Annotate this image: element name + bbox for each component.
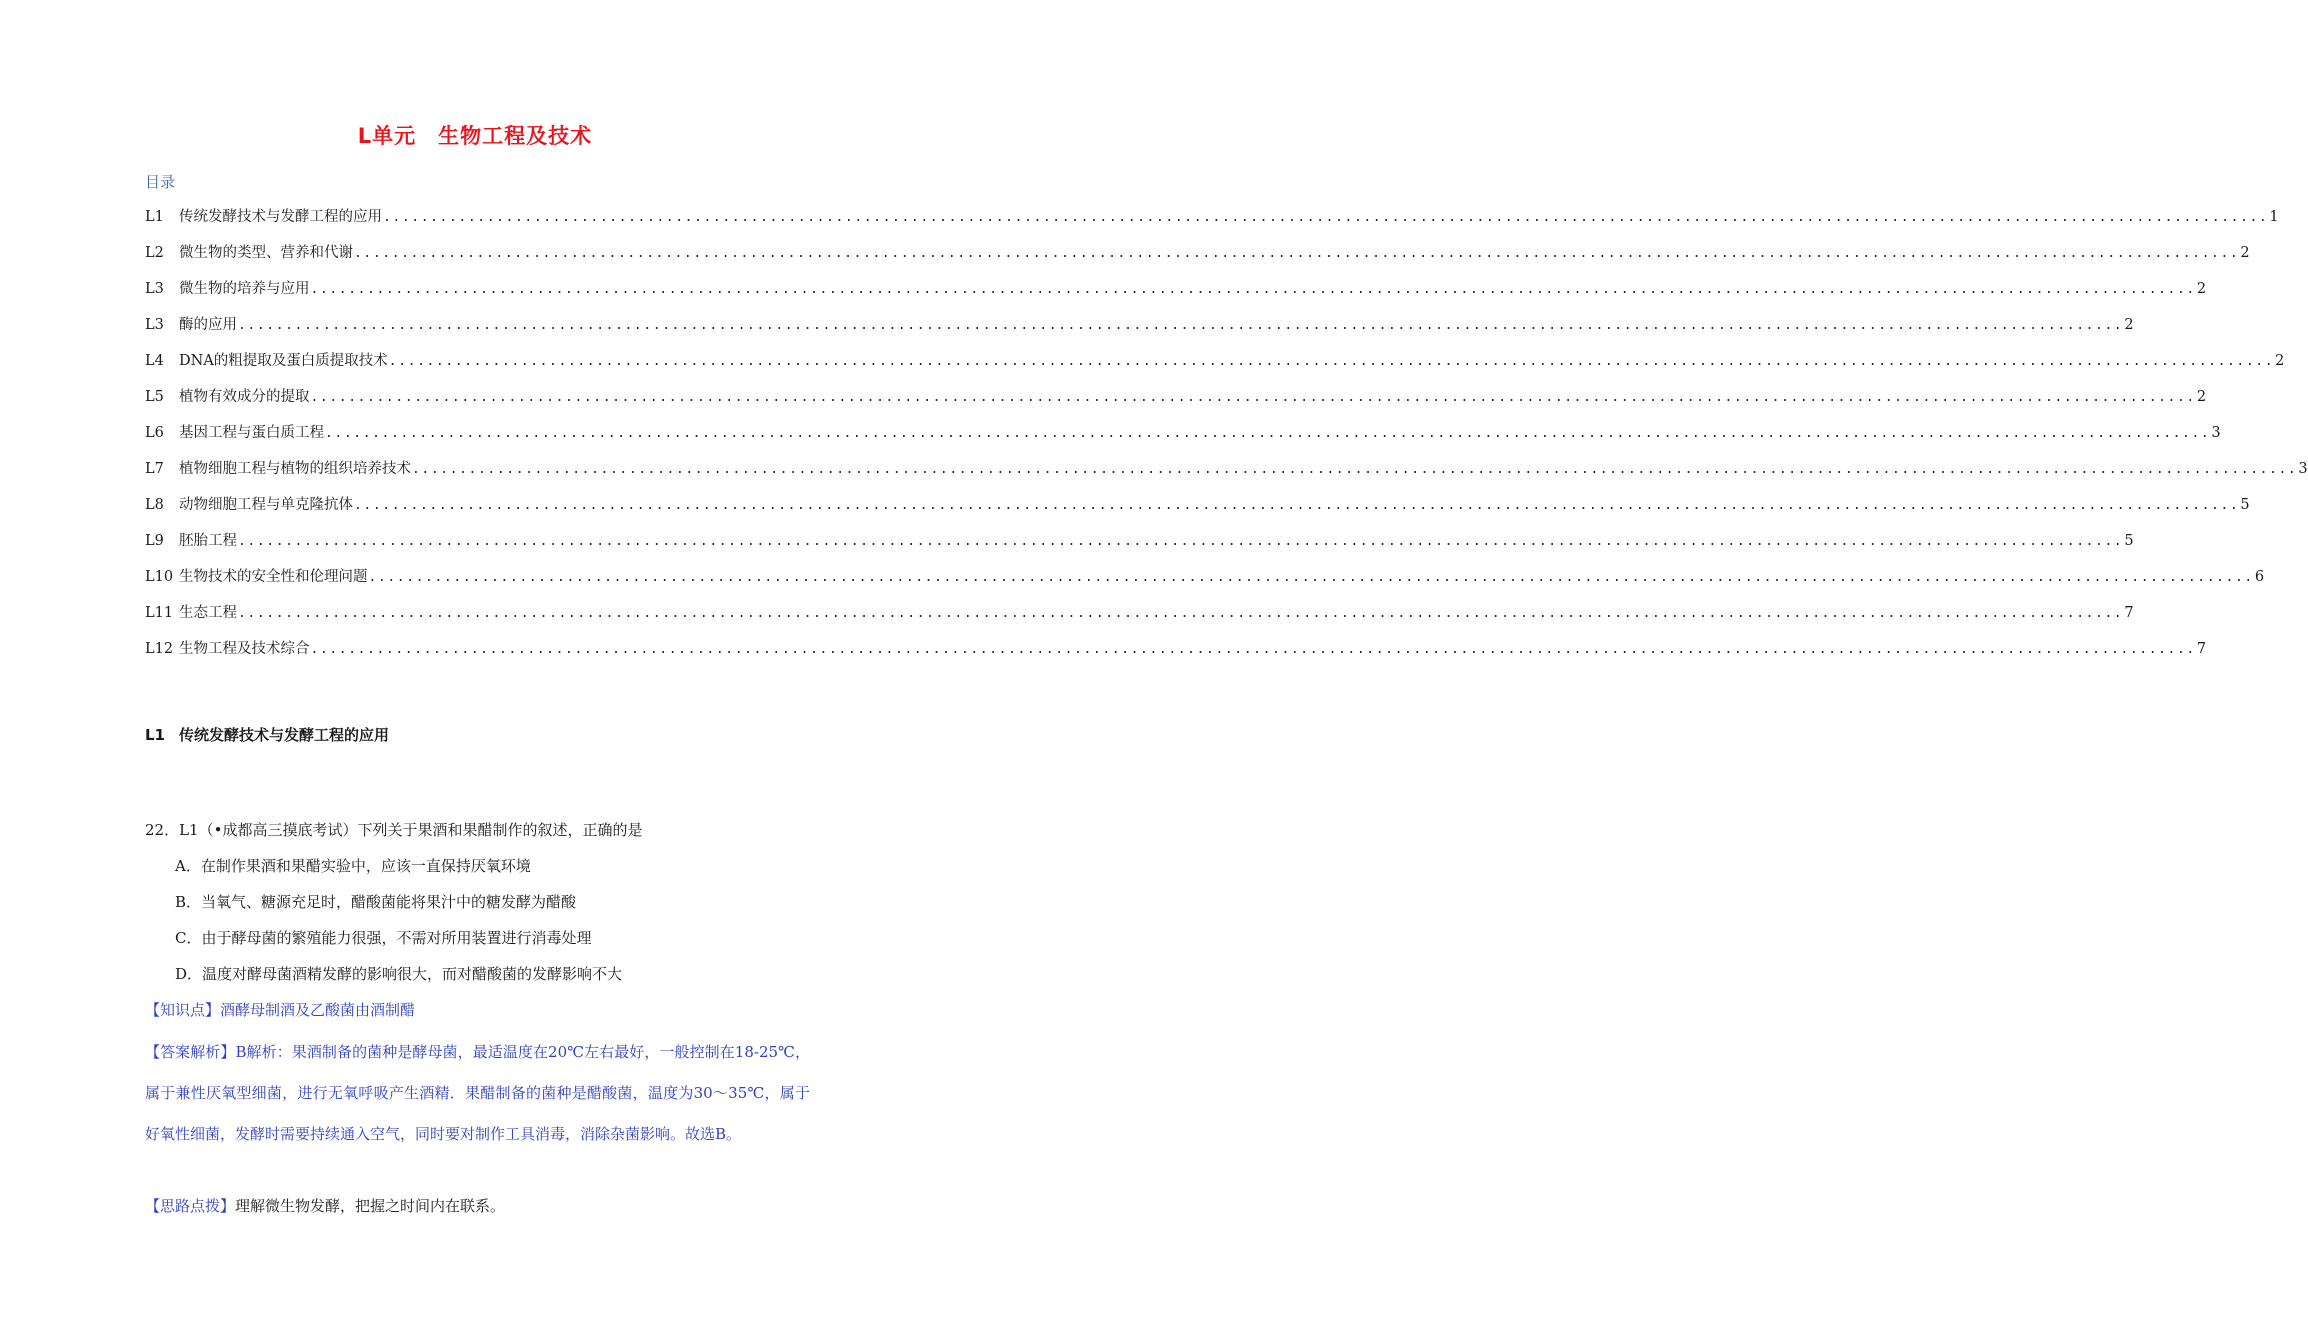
toc-entry-code: L6 <box>145 425 164 441</box>
toc-leader-dots: ........................................................................................................................................................................................................ <box>354 498 2240 513</box>
toc-entry-title: 生物技术的安全性和伦理问题 <box>179 569 368 585</box>
toc-entry-page: 5 <box>2124 533 2134 549</box>
toc-entry[interactable] <box>145 239 2250 275</box>
toc-entry-page: 2 <box>2124 317 2134 333</box>
page-title: L单元 生物工程及技术 <box>357 124 593 148</box>
knowledge-text: 酒酵母制酒及乙酸菌由酒制醋 <box>220 1001 416 1019</box>
toc-entry-code: L7 <box>145 461 164 477</box>
toc-entry-title: 酶的应用 <box>179 317 237 333</box>
hint-label: 【思路点拨】 <box>145 1197 236 1215</box>
toc-entry-title: 胚胎工程 <box>179 533 237 549</box>
toc-entry-code: L8 <box>145 497 164 513</box>
toc-entry[interactable] <box>145 347 2285 383</box>
toc-heading: 目录 <box>145 173 176 191</box>
toc-entry-code: L10 <box>145 569 174 585</box>
section-code: L1 <box>145 726 165 744</box>
toc-leader-dots: ........................................................................................................................................................................................................ <box>238 534 2124 549</box>
toc-leader-dots: ........................................................................................................................................................................................................ <box>388 354 2275 369</box>
analysis-label: 【答案解析】 <box>145 1043 236 1061</box>
toc-entry[interactable] <box>145 311 2134 347</box>
toc-entry[interactable] <box>145 491 2250 527</box>
toc-entry[interactable] <box>145 275 2207 311</box>
toc-entry-title: 微生物的类型、营养和代谢 <box>179 245 353 261</box>
toc-leader-dots: ........................................................................................................................................................................................................ <box>310 390 2196 405</box>
toc-entry-page: 1 <box>2269 209 2279 225</box>
option-b: B．当氧气、糖源充足时，醋酸菌能将果汁中的糖发酵为醋酸 <box>175 893 577 911</box>
toc-leader-dots: ........................................................................................................................................................................................................ <box>325 426 2211 441</box>
toc-entry-code: L1 <box>145 209 164 225</box>
toc-entry[interactable] <box>145 563 2265 599</box>
toc-leader-dots: ........................................................................................................................................................................................................ <box>238 606 2124 621</box>
toc-leader-dots: ........................................................................................................................................................................................................ <box>238 318 2124 333</box>
toc-entry-title: 微生物的培养与应用 <box>179 281 310 297</box>
toc-entry-title: 传统发酵技术与发酵工程的应用 <box>179 209 382 225</box>
toc-entry[interactable] <box>145 203 2279 239</box>
option-d: D．温度对酵母菌酒精发酵的影响很大，而对醋酸菌的发酵影响不大 <box>175 965 623 983</box>
toc-entry[interactable] <box>145 527 2134 563</box>
toc-entry-code: L2 <box>145 245 164 261</box>
toc-entry-title: DNA的粗提取及蛋白质提取技术 <box>179 353 388 369</box>
toc-entry[interactable] <box>145 599 2134 635</box>
toc-entry-page: 7 <box>2124 605 2134 621</box>
toc-entry-title: 植物细胞工程与植物的组织培养技术 <box>179 461 411 477</box>
toc-entry-title: 生物工程及技术综合 <box>179 641 310 657</box>
toc-entry-title: 生态工程 <box>179 605 237 621</box>
toc-entry[interactable] <box>145 635 2207 671</box>
toc-entry-code: L3 <box>145 317 164 333</box>
toc-entry-title: 动物细胞工程与单克隆抗体 <box>179 497 353 513</box>
knowledge-point <box>145 998 810 1022</box>
toc-entry[interactable] <box>145 383 2207 419</box>
toc-entry-page: 3 <box>2298 461 2308 477</box>
option-c: C．由于酵母菌的繁殖能力很强，不需对所用装置进行消毒处理 <box>175 929 592 947</box>
table-of-contents <box>145 203 2308 671</box>
toc-entry-page: 2 <box>2275 353 2285 369</box>
toc-entry-code: L9 <box>145 533 164 549</box>
toc-entry-page: 5 <box>2240 497 2250 513</box>
hint <box>145 1194 810 1218</box>
toc-entry-code: L3 <box>145 281 164 297</box>
toc-leader-dots: ........................................................................................................................................................................................................ <box>383 210 2269 225</box>
toc-entry-page: 2 <box>2196 389 2207 405</box>
toc-leader-dots: ........................................................................................................................................................................................................ <box>310 642 2196 657</box>
question-stem: 22．L1（•成都高三摸底考试）下列关于果酒和果醋制作的叙述，正确的是 <box>145 821 643 839</box>
toc-entry-code: L11 <box>145 605 174 621</box>
toc-entry[interactable] <box>145 455 2308 491</box>
hint-text: 理解微生物发酵，把握之时间内在联系。 <box>235 1197 506 1215</box>
toc-entry-page: 6 <box>2254 569 2265 585</box>
analysis-text: B解析：果酒制备的菌种是酵母菌，最适温度在20℃左右最好，一般控制在18-25℃，属于兼性厌氧型细菌，进行无氧呼吸产生酒精．果醋制备的菌种是醋酸菌，温度为30～35℃，属于好氧性细菌，发酵时需要持续通入空气，同时要对制作工具消毒，消除杂菌影响。故选B。 <box>145 1043 810 1143</box>
section-title: 传统发酵技术与发酵工程的应用 <box>179 726 390 744</box>
section-heading <box>145 724 389 745</box>
toc-entry-code: L12 <box>145 641 174 657</box>
toc-entry-page: 7 <box>2196 641 2207 657</box>
toc-leader-dots: ........................................................................................................................................................................................................ <box>412 462 2298 477</box>
toc-entry-page: 2 <box>2240 245 2250 261</box>
toc-entry[interactable] <box>145 419 2221 455</box>
toc-entry-title: 基因工程与蛋白质工程 <box>179 425 324 441</box>
toc-leader-dots: ........................................................................................................................................................................................................ <box>310 282 2196 297</box>
toc-entry-title: 植物有效成分的提取 <box>179 389 310 405</box>
toc-entry-page: 2 <box>2196 281 2207 297</box>
toc-entry-code: L4 <box>145 353 164 369</box>
toc-entry-page: 3 <box>2211 425 2221 441</box>
answer-analysis <box>145 1032 810 1155</box>
toc-leader-dots: ........................................................................................................................................................................................................ <box>354 246 2240 261</box>
toc-leader-dots: ........................................................................................................................................................................................................ <box>368 570 2254 585</box>
knowledge-label: 【知识点】 <box>145 1001 221 1019</box>
option-a: A．在制作果酒和果醋实验中，应该一直保持厌氧环境 <box>175 857 531 875</box>
toc-entry-code: L5 <box>145 389 164 405</box>
